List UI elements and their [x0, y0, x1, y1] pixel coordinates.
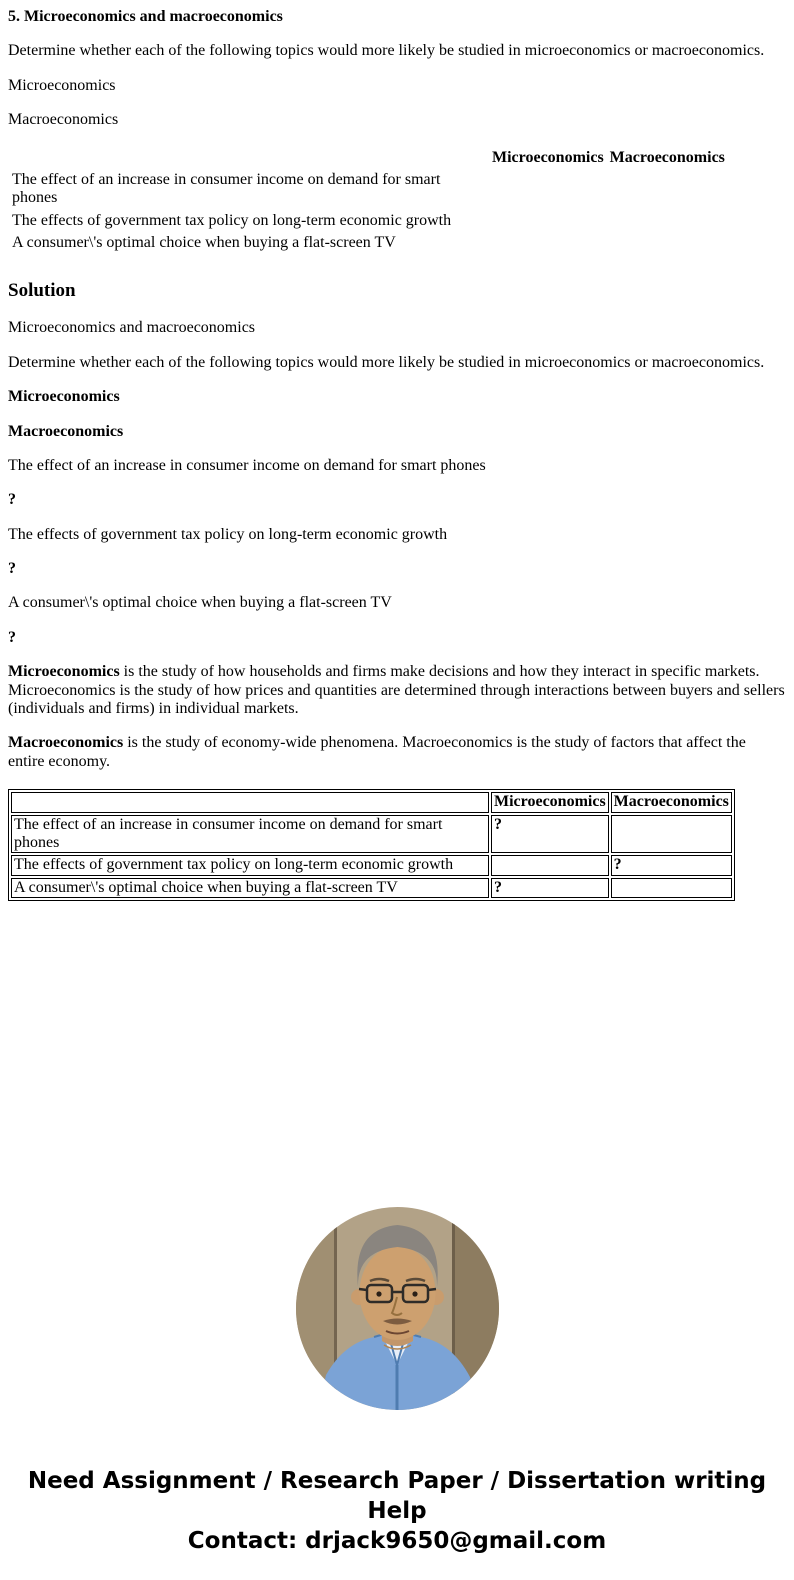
avatar-container	[8, 1207, 786, 1415]
topic-cell: A consumer\'s optimal choice when buying a flat-screen TV	[11, 878, 489, 898]
topic-cell: The effect of an increase in consumer income on demand for smart phones	[11, 815, 489, 854]
question-intro: Determine whether each of the following topics would more likely be studied in microeconomics or macroeconomics.	[8, 42, 765, 60]
tutor-avatar	[296, 1207, 499, 1410]
question-heading: 5. Microeconomics and macroeconomics	[8, 8, 283, 25]
solution-intro: Determine whether each of the following topics would more likely be studied in microeconomics or macroeconomics.	[8, 353, 765, 371]
solution-macro-label: Macroeconomics	[8, 422, 124, 440]
footer-contact-email: Contact: drjack9650@gmail.com	[187, 1527, 607, 1554]
qa-topic: The effect of an increase in consumer income on demand for smart phones	[8, 456, 486, 474]
solution-answer-table	[8, 789, 735, 901]
macro-answer-cell: ?	[611, 855, 732, 875]
qa-answer: ?	[8, 491, 16, 509]
macro-answer-cell	[611, 878, 732, 898]
macro-definition	[8, 734, 786, 771]
micro-column-header: Microeconomics	[491, 792, 609, 812]
micro-definition-term: Microeconomics	[8, 663, 120, 681]
qa-topic: The effects of government tax policy on long-term economic growth	[8, 525, 448, 543]
empty-header-cell	[11, 792, 489, 812]
micro-column-header: Microeconomics	[492, 148, 604, 166]
topic-cell: The effects of government tax policy on long-term economic growth	[12, 211, 452, 229]
macro-cell	[608, 233, 727, 253]
qa-answer: ?	[8, 560, 16, 578]
solution-micro-label: Microeconomics	[8, 388, 120, 406]
macro-cell	[608, 170, 727, 209]
macro-cell	[608, 211, 727, 231]
question-micro-label: Microeconomics	[8, 76, 116, 94]
micro-answer-cell	[491, 855, 609, 875]
micro-answer-cell: ?	[491, 815, 609, 854]
empty-header-cell	[10, 148, 488, 168]
footer-banner	[8, 1466, 786, 1572]
table-header-row	[10, 148, 727, 168]
table-row	[11, 878, 732, 898]
micro-definition	[8, 663, 786, 718]
solution-section	[8, 280, 786, 902]
question-topics-table	[8, 146, 729, 256]
topic-cell: A consumer\'s optimal choice when buying a flat-screen TV	[12, 234, 396, 252]
table-row	[11, 855, 732, 875]
macro-answer-cell	[611, 815, 732, 854]
qa-topic: A consumer\'s optimal choice when buying a flat-screen TV	[8, 594, 392, 612]
table-row	[11, 815, 732, 854]
micro-definition-text: is the study of how households and firms make decisions and how they interact in specific markets. Microeconomics is the study of how prices and quantities are determined through interactions between buyers and sellers (individuals and firms) in individual markets.	[8, 663, 785, 718]
topic-cell: The effects of government tax policy on long-term economic growth	[11, 855, 489, 875]
table-row	[10, 233, 727, 253]
question-macro-label: Macroeconomics	[8, 111, 119, 129]
table-header-row	[11, 792, 732, 812]
micro-cell	[490, 211, 606, 231]
micro-answer-cell: ?	[491, 878, 609, 898]
macro-column-header: Macroeconomics	[611, 792, 732, 812]
solution-heading: Solution	[8, 279, 76, 301]
document-page	[8, 8, 786, 1572]
topic-cell: The effect of an increase in consumer income on demand for smart phones	[12, 170, 441, 207]
micro-cell	[490, 233, 606, 253]
solution-subtitle: Microeconomics and macroeconomics	[8, 319, 256, 337]
question-section	[8, 8, 786, 256]
table-row	[10, 211, 727, 231]
macro-definition-term: Macroeconomics	[8, 734, 124, 752]
micro-cell	[490, 170, 606, 209]
macro-column-header: Macroeconomics	[609, 148, 725, 166]
table-row	[10, 170, 727, 209]
qa-answer: ?	[8, 628, 16, 646]
macro-definition-text: is the study of economy-wide phenomena. Macroeconomics is the study of factors that affect the entire economy.	[8, 734, 746, 770]
footer-help-text: Need Assignment / Research Paper / Dissertation writing Help	[27, 1467, 767, 1524]
